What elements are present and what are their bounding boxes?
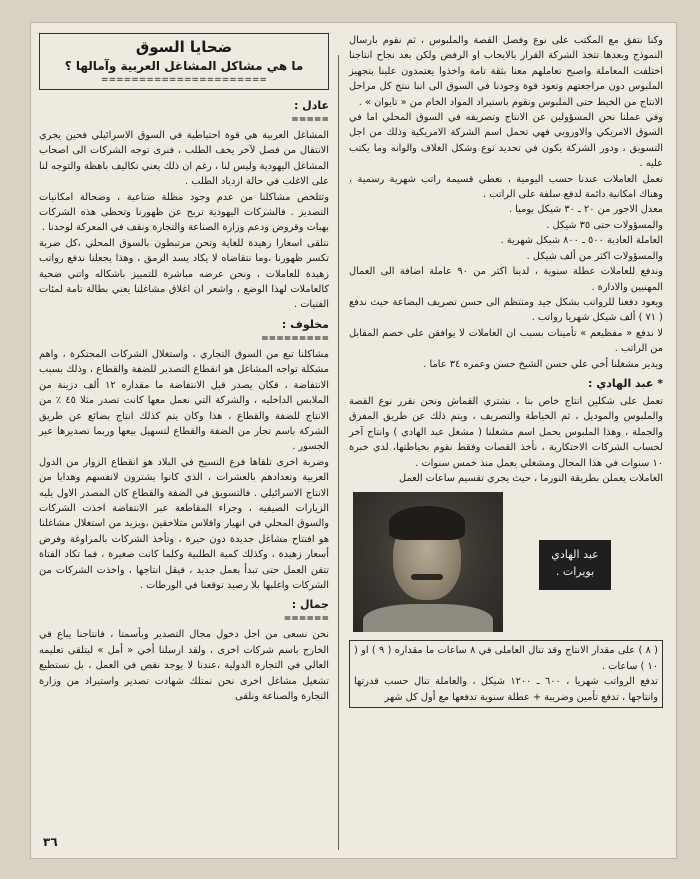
speaker-makhlouf-rule: =========	[261, 333, 329, 344]
abdelhadi-paragraph-2: العاملات يعملن بطريقة النورما ، حيث يجري تقسيم ساعات العمل	[399, 472, 663, 484]
right-paragraph-6: العاملة العادية ٥٠٠ ـ ٨٠٠ شيكل شهرية .	[500, 235, 663, 247]
abdelhadi-paragraph-3: ( ٨ ) على مقدار الانتاج وقد تنال العاملى في ٨ ساعات ما مقداره ( ٩ ) او ( ١٠ ) ساعات .	[354, 645, 658, 672]
magazine-page	[30, 22, 677, 859]
jamal-paragraph-1: نحن نسعى من اجل دخول مجال التصدير وبأسمنا ، فانتاجنا يباع في الخارج باسم شركات اخرى ، ولقد ارسلنا أخي « أمل » ليتلقى تعليمه العالي في التجارة الدولية ،عندنا لا يوجد نقص في العمل ، بل نستطيع تشغيل مشاغل اخرى نحن نمتلك شهادت تصدير واستيراد من وزارة التجارة والصناعة ونلقى	[39, 629, 329, 702]
speaker-adel: عادل :	[293, 99, 329, 112]
abdelhadi-paragraph-4: تدفع الرواتب شهريا ، ٦٠٠ ـ ١٢٠٠ شيكل ، والعاملة تنال حسب قدرتها وانتاجها ، تدفع تأمين وضريبة + عطلة سنوية تدفعها مع أول كل شهر	[354, 676, 658, 703]
header-rule: ======================	[101, 75, 267, 85]
speaker-adel-rule: =====	[291, 115, 329, 125]
portrait-photo	[353, 492, 503, 632]
photo-caption	[539, 540, 611, 590]
article-subtitle: ما هي مشاكل المشاغل العربية وآمالها ؟	[64, 59, 304, 73]
speaker-jamal-rule: ======	[283, 614, 329, 625]
speaker-makhlouf: مخلوف :	[281, 317, 329, 331]
adel-paragraph-1: المشاغل العربية هي قوة احتياطية في السوق الاسرائيلي فحين يجري الانتقال من فصل لآخر يخف الطلب ، فنرى توجه الشركات الى اصحاب المشاغل اليهودية وليس لنا ، رغم ان ذلك يعني تكاليف باهظة والتوجه لنا على الاغلب في حالة ازدياد الطلب .	[39, 130, 329, 188]
photo-block	[349, 492, 663, 632]
makhlouf-paragraph-2: وضربة اخرى تلقاها فرع النسيج في البلاد هو انقطاع الزوار من الدول العربية وتعدادهم بالعشرات ، الذي كانوا يشترون لانفسهم وهدايا من الانتاج الاسرائيلي . فالتسويق في الضفة والقطاع كان المصدر الاول يليه الزيارات الصيفيه ، وجراء المقاطعة عبر الانتفاضة اخذت الشركات والسوق المحلي في انهيار وافلاس متلاحقين ،ويزيد من استغلال مشاغلنا هو افتتاح مشاغل جديدة دون حيرة ، وتأخذ الشركات بالمراوغة وفرض أسعار زهيدة ، وكذلك كمية الطلبية وكلما كانت صغيرة ، فما تكاد الفتاة تتقن العمل حتى تبدأ بعمل جديد ، فيقل انتاجها ، واخذت الشركات من الشركات واغلبها بلا رصيد توقعنا في الورطات .	[39, 456, 329, 591]
photo-caption-name: عبد الهادي	[551, 548, 599, 562]
right-paragraph-4: معدل الاجور من ٢٠ ـ ٣٠ شيكل يوميا .	[508, 204, 663, 216]
speaker-jamal: جمال :	[291, 598, 329, 612]
wages-box	[349, 640, 663, 708]
right-paragraph-8: وندفع للعاملات عطلة سنوية ، لدينا اكثر من ٩٠ عاملة اضافة الى العمال المهنيين والادارة .	[349, 266, 663, 293]
article-title: ضحايا السوق	[135, 38, 233, 56]
makhlouf-paragraph-1: مشاكلنا تبع من السوق التجاري ، واستغلال الشركات المحتكرة ، واهم مشكلة تواجه المشاغل هو انقطاع التصدير للضفة والقطاع ، وذلك بسبب الانتفاضة ، فكان يصدر قبل الانتفاضة ما مقداره ١٢ ألف دزينة من الملابس الداخليه ، والشركة التي نعمل معها كانت تصدر مثلا ٤٥ ٪ من الانتاج للضفة والقطاع ، هذا وكان يتم كذلك انتاج بضائع عن طريق الشركة باسم تجار من الضفة والقطاع لتسهيل بيعها وربما تصديرها عبر الجسور .	[39, 348, 329, 453]
adel-paragraph-2: وتتلخص مشاكلنا من عدم وجود مظلة صناعية ، وضحالة امكانيات التصدير . فالشركات اليهودية تربح عن ظهورنا وتحظى هذه الشركات بهبات وقروض ودعم وزارة الصناعة والتجارة ونقف في المعركة لوحدنا .	[39, 191, 329, 234]
photo-caption-place: بويرات .	[555, 565, 595, 579]
right-paragraph-1: وكنا نتفق مع المكتب على نوع وفصل القصة والملبوس ، ثم نقوم بارسال النموذج وبعدها تتخذ الشركة القرار بالايجاب او الرفض ولكن بعد نجاح انتاجنا اختلفت المعاملة واصبح تعاملهم معنا بثقة تامة واخذوا يعتمدون علينا بتجهيز الملبوس دون مراجعتهم وتعود قوة وجودنا في السوق الى اننا ننتج كل مراحل الانتاج من الخيط حتى الملبوس ونقوم باستيراد المواد الخام من « تايوان » .	[349, 35, 663, 108]
page-number: ٣٦	[43, 835, 58, 849]
article-header	[39, 33, 329, 90]
speaker-abdelhadi: * عبد الهادي :	[587, 376, 663, 390]
right-paragraph-5: والمسؤولات حتى ٣٥ شيكل .	[546, 219, 663, 231]
right-paragraph-10: لا ندفع « مفظيعم » تأمينات بسبب ان العاملات لا يوافقن على خصم المقابل من الراتب .	[349, 327, 663, 355]
left-column	[39, 33, 329, 704]
right-column	[349, 33, 663, 708]
right-paragraph-3: تعمل العاملات عندنا حسب اليومية ، نعطي قسيمة راتب شهرية رسمية ، وهناك امكانية دائمة لدفع سلفة على الراتب .	[349, 173, 663, 201]
right-paragraph-7: والمسؤولات اكثر من ألف شيكل .	[526, 250, 663, 262]
column-divider	[338, 55, 339, 850]
right-paragraph-9: ويعود دفعنا للرواتب بشكل جيد ومنتظم الى حسن تصريف البضاعة حيث ندفع ( ٧١ ) ألف شيكل شهريا رواتب .	[349, 296, 663, 324]
right-paragraph-11: ويدير مشغلنا أخي علي حسن الشيخ حسن وعمره ٣٤ عاما .	[423, 358, 663, 370]
abdelhadi-paragraph-1: تعمل على شكلين انتاج خاص بنا ، نشتري القماش ونحن نقرر نوع القصة والملبوس والموديل ، ثم الخياطة والتصريف ، ويتم ذلك عن طريق المفرق والجملة ، وهذا الملبوس يحمل اسم مشغلنا ( مشغل عبد الهادي ) وانتاج آخر لحساب الشركات الاحتكارية ، نأخذ القصات وفقط نقوم بخياطتها، لدي خبرة ١٠ سنوات في هذا المجال ومشغلي يعمل منذ خمس سنوات .	[349, 395, 663, 469]
adel-paragraph-3: نتلقى اسعارا زهيدة للغاية ونحن مرتبطون بالسوق المحلي ،كل ضربة تكسر ظهورنا ،وما نتقاضاه لا يكاد يسد الرمق ، وهذا يجعلنا ندفع رواتب زهيدة للعاملات ، ونحن عرضه مباشرة للتمييز باشكاله واتني ضحية كالعاملات لهذا الوضع ، واشعر ان اغلاق مشاغلنا يعني بطالة تامة لمئات الفتيات .	[39, 237, 329, 311]
right-paragraph-2: وفي عملنا نحن المسؤولين عن الانتاج وتصريفه في السوق المحلي اما في السوق الامريكي والاوروبي فهي تحمل اسم الشركة الامريكية وذلك من اجل التسويق ، ودور الشركة يكون في تحديد نوع وشكل الغلاف والوانه وما يكتب عليه .	[349, 112, 663, 170]
